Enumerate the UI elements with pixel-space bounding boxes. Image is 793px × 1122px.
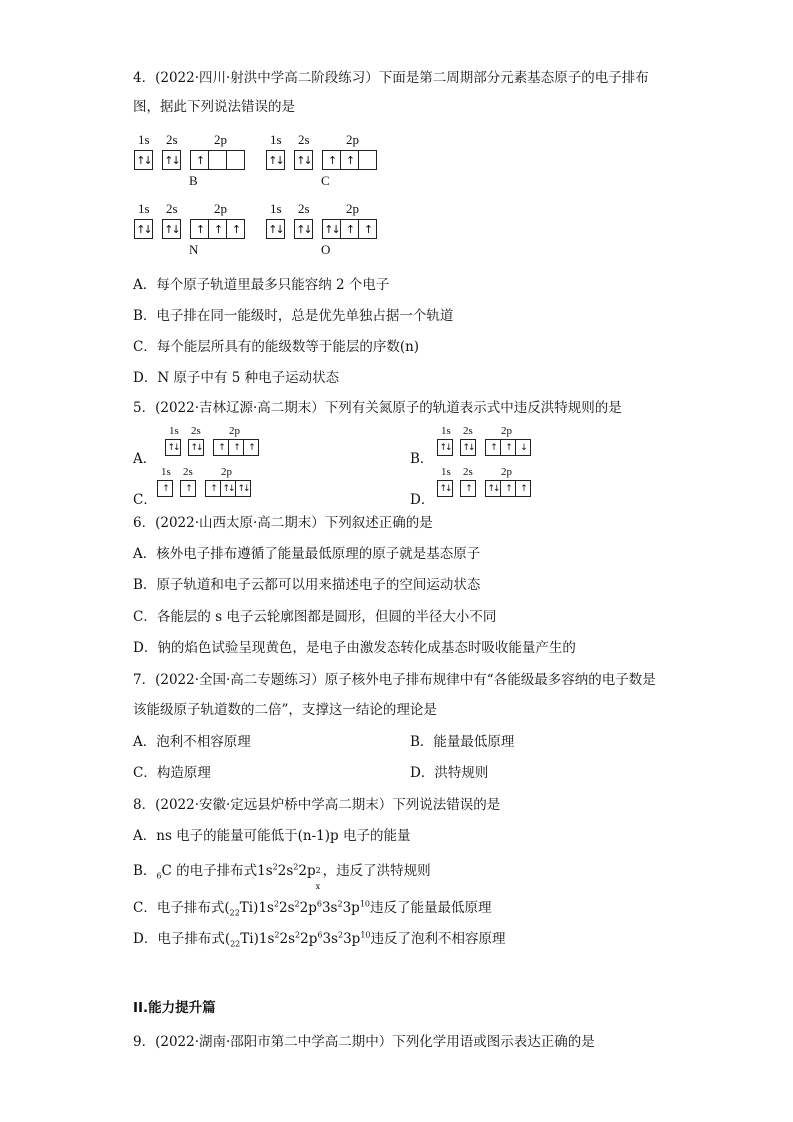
- orbital-label: 1s: [161, 466, 171, 478]
- orbital-box-group: [460, 439, 476, 456]
- element-label: C: [321, 173, 330, 188]
- orbital-box: ↑: [500, 480, 516, 497]
- q4-option-c: C．每个能层所具有的能级数等于能层的序数(n): [133, 339, 420, 355]
- orbital-box: ↑↓: [460, 439, 476, 456]
- orbital-box-group: [437, 439, 453, 456]
- q4-stem-line1: 4．(2022·四川·射洪中学高二阶段练习）下面是第二周期部分元素基态原子的电子排布: [133, 70, 649, 86]
- orbital-box: [358, 150, 377, 170]
- orbital-box: ↑↓: [220, 480, 236, 497]
- orbital-box: ↑↓: [322, 219, 341, 239]
- orbital-box: ↑↓: [437, 439, 453, 456]
- q4-option-d: D．N 原子中有 5 种电子运动状态: [133, 370, 340, 386]
- orbital-box-group: [294, 150, 313, 170]
- orbital-box: ↑: [228, 439, 244, 456]
- orbital-box-group: [294, 219, 313, 239]
- orbital-box: ↑↓: [162, 150, 181, 170]
- orbital-box: ↑: [515, 480, 531, 497]
- q6-stem: 6．(2022·山西太原·高二期末）下列叙述正确的是: [133, 515, 433, 531]
- orbital-box: ↑: [213, 439, 229, 456]
- orbital-box: ↑↓: [266, 150, 285, 170]
- orbital-label: 2s: [298, 201, 310, 216]
- q8-option-a: A．ns 电子的能量可能低于(n-1)p 电子的能量: [133, 828, 411, 844]
- orbital-box: ↑↓: [294, 219, 313, 239]
- orbital-box-group: [266, 219, 285, 239]
- orbital-box: ↑: [460, 480, 476, 497]
- orbital-box: ↑: [322, 150, 341, 170]
- element-label: O: [321, 242, 331, 257]
- orbital-box-group: [213, 439, 259, 456]
- orbital-box: ↑: [500, 439, 516, 456]
- q4-option-a: A．每个原子轨道里最多只能容纳 2 个电子: [133, 277, 390, 293]
- orbital-label: 2s: [463, 466, 473, 478]
- orbital-box-group: [162, 219, 181, 239]
- orbital-box-group: [266, 150, 285, 170]
- q5-stem: 5．(2022·吉林辽源·高二期末）下列有关氮原子的轨道表示式中违反洪特规则的是: [133, 400, 622, 416]
- orbital-box: ↑: [190, 219, 209, 239]
- q8-c-config: $1s^22s^22p^63s^23p^{10}$: [258, 899, 371, 916]
- orbital-box: ↑: [485, 439, 501, 456]
- orbital-box: [226, 150, 245, 170]
- q9-stem: 9．(2022·湖南·邵阳市第二中学高二期中）下列化学用语或图示表达正确的是: [133, 1034, 595, 1050]
- element-label: N: [189, 242, 199, 257]
- orbital-box: ↑↓: [294, 150, 313, 170]
- q6-option-b: B．原子轨道和电子云都可以用来描述电子的空间运动状态: [133, 577, 481, 593]
- element-label: B: [189, 173, 198, 188]
- section-heading: II.能力提升篇: [133, 1000, 216, 1016]
- q5-option-c-label: C．: [133, 492, 157, 508]
- q8-option-d: D．电子排布式$(_{22}Ti)1s^22s^22p^63s^23p^{10}$违反了泡利不相容原理: [133, 930, 506, 949]
- orbital-box: ↑↓: [134, 150, 153, 170]
- orbital-box-group: [322, 150, 377, 170]
- orbital-box-group: [162, 150, 181, 170]
- orbital-box-group: [190, 219, 245, 239]
- orbital-box-group: [180, 480, 196, 497]
- orbital-box-group: [188, 439, 204, 456]
- orbital-label: 1s: [169, 425, 179, 437]
- q4-option-b: B．电子排在同一能级时，总是优先单独占据一个轨道: [133, 308, 454, 324]
- orbital-box-group: [485, 439, 531, 456]
- q8-b-config: $1s^22s^22p$ 2 x: [257, 862, 321, 891]
- orbital-box: ↑: [243, 439, 259, 456]
- orbital-box: ↑: [208, 219, 227, 239]
- q5-option-a-label: A．: [133, 451, 157, 467]
- orbital-box-group: [460, 480, 476, 497]
- orbital-box-group: [485, 480, 531, 497]
- orbital-box: ↑↓: [235, 480, 251, 497]
- q4-stem-line2: 图，据此下列说法错误的是: [133, 99, 295, 115]
- orbital-box: ↑: [180, 480, 196, 497]
- orbital-box: ↑: [157, 480, 173, 497]
- orbital-label: 2p: [229, 425, 240, 437]
- orbital-label: 1s: [138, 132, 150, 147]
- orbital-label: 2p: [346, 132, 359, 147]
- orbital-label: 1s: [441, 466, 451, 478]
- orbital-box: ↑↓: [266, 219, 285, 239]
- orbital-box-group: [322, 219, 377, 239]
- q6-option-c: C．各能层的 s 电子云轮廓图都是圆形，但圆的半径大小不同: [133, 609, 497, 625]
- orbital-label: 1s: [441, 425, 451, 437]
- orbital-box-group: [157, 480, 173, 497]
- orbital-box-group: [134, 219, 153, 239]
- q7-option-a: A．泡利不相容原理: [133, 734, 251, 750]
- orbital-label: 2p: [214, 201, 227, 216]
- orbital-box: ↑↓: [437, 480, 453, 497]
- orbital-box: ↑↓: [162, 219, 181, 239]
- orbital-label: 2p: [501, 425, 512, 437]
- q6-option-a: A．核外电子排布遵循了能量最低原理的原子就是基态原子: [133, 546, 481, 562]
- orbital-box-group: [190, 150, 245, 170]
- orbital-box: ↑: [340, 219, 359, 239]
- orbital-box: ↑: [190, 150, 209, 170]
- q8-option-b: B．$_6$C 的电子排布式$1s^22s^22p$ 2 x ，违反了洪特规则: [133, 862, 431, 891]
- orbital-box: ↑↓: [134, 219, 153, 239]
- orbital-box: [208, 150, 227, 170]
- q8-option-c: C．电子排布式$(_{22}Ti)1s^22s^22p^63s^23p^{10}$违反了能量最低原理: [133, 899, 492, 918]
- q7-stem-line1: 7．(2022·全国·高二专题练习）原子核外电子排布规律中有“各能级最多容纳的电子数是: [133, 672, 656, 688]
- orbital-box: ↑↓: [188, 439, 204, 456]
- orbital-box-group: [165, 439, 181, 456]
- orbital-box: ↑: [205, 480, 221, 497]
- q7-option-c: C．构造原理: [133, 765, 211, 781]
- q7-option-d: D．洪特规则: [410, 765, 489, 781]
- orbital-label: 2s: [166, 201, 178, 216]
- orbital-label: 2s: [298, 132, 310, 147]
- orbital-label: 1s: [270, 132, 282, 147]
- orbital-label: 2p: [346, 201, 359, 216]
- orbital-box: ↑↓: [165, 439, 181, 456]
- q5-option-d-label: D．: [410, 492, 435, 508]
- orbital-box-group: [437, 480, 453, 497]
- q8-d-config: $1s^22s^22p^63s^23p^{10}$: [258, 930, 371, 947]
- orbital-label: 2s: [191, 425, 201, 437]
- orbital-label: 1s: [138, 201, 150, 216]
- orbital-box: ↑: [340, 150, 359, 170]
- q5-option-b-label: B．: [410, 451, 434, 467]
- orbital-box: ↑: [226, 219, 245, 239]
- orbital-box: ↑↓: [485, 480, 501, 497]
- q6-option-d: D．钠的焰色试验呈现黄色，是电子由激发态转化成基态时吸收能量产生的: [133, 640, 576, 656]
- orbital-box: ↑: [358, 219, 377, 239]
- orbital-label: 2s: [166, 132, 178, 147]
- orbital-label: 2s: [463, 425, 473, 437]
- orbital-label: 1s: [270, 201, 282, 216]
- q8-stem: 8．(2022·安徽·定远县炉桥中学高二期末）下列说法错误的是: [133, 797, 501, 813]
- q7-stem-line2: 该能级原子轨道数的二倍”，支撑这一结论的理论是: [133, 702, 437, 718]
- orbital-label: 2s: [183, 466, 193, 478]
- orbital-label: 2p: [214, 132, 227, 147]
- orbital-box-group: [134, 150, 153, 170]
- orbital-box-group: [205, 480, 251, 497]
- orbital-box: ↓: [515, 439, 531, 456]
- orbital-label: 2p: [221, 466, 232, 478]
- q7-option-b: B．能量最低原理: [410, 734, 515, 750]
- orbital-label: 2p: [501, 466, 512, 478]
